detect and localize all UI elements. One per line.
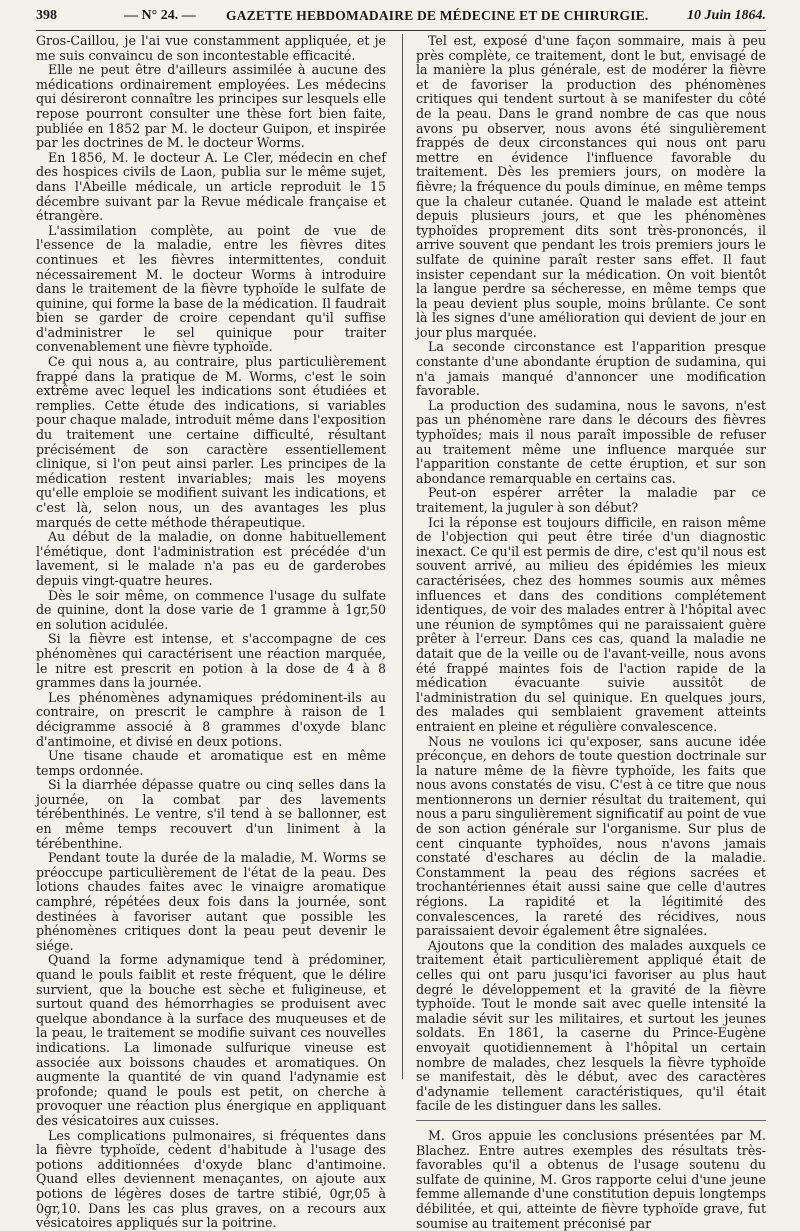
paragraph: Quand la forme adynamique tend à prédominer, quand le pouls faiblit et reste fréquent, que le délire survient, que la bouche est sèche et fuligineuse, et surtout quand des hémorrhagies se produisent avec quelque abondance à la surface des muqueuses et de la peau, le traitement se modifie suivant ces nouvelles indications. La limonade sulfurique vineuse est associée aux boissons chaudes et aromatiques. On augmente la quantité de vin quand l'adynamie est profonde; quand le pouls est petit, on cherche à provoquer une réaction plus énergique en appliquant des vésicatoires aux cuisses. [36,952,386,1128]
paragraph: M. Gros appuie les conclusions présentées par M. Blachez. Entre autres exemples des résultats très-favorables qu'il a obtenus de l'usage soutenu du sulfate de quinine, M. Gros rapporte celui d'une jeune femme allemande d'une constitution depuis longtemps débilitée, et qui, atteinte de fièvre typhoïde grave, fut soumise au traitement préconisé par [416,1127,766,1231]
issue-date: 10 Juin 1864. [687,8,766,23]
paragraph: La seconde circonstance est l'apparition presque constante d'une abondante éruption de sudamina, qui n'a jamais manqué d'annoncer une modification favorable. [416,339,766,399]
paragraph: Si la diarrhée dépasse quatre ou cinq selles dans la journée, on la combat par des lavements térébenthinés. Le ventre, s'il tend à se ballonner, est en même temps recouvert d'un liniment à la térébenthine. [36,777,386,851]
column-divider [402,34,403,1079]
paragraph: Une tisane chaude et aromatique est en même temps ordonnée. [36,748,386,778]
paragraph: L'assimilation complète, au point de vue de l'essence de la maladie, entre les fièvres dites continues et les fièvres intermittentes, conduit nécessairement M. le docteur Worms à introduire dans le traitement de la fièvre typhoïde le sulfate de quinine, qui forme la base de la médication. Il faudrait bien se garder de croire cependant qu'il suffise d'administrer le sel quinique pour traiter convenablement une fièvre typhoïde. [36,222,386,355]
issue-number: — N° 24. — [124,8,196,23]
paragraph: Ajoutons que la condition des malades auxquels ce traitement était particulièrement appliqué était de celles qui ont paru jusqu'ici favoriser au plus haut degré le développement et la gravité de la fièvre typhoïde. Tout le monde sait avec quelle intensité la maladie sévit sur les militaires, et surtout les jeunes soldats. En 1861, la caserne du Prince-Eugène envoyait quotidiennement à l'hôpital un certain nombre de malades, chez lesquels la fièvre typhoïde se manifestait, dès le début, avec des caractères d'adynamie tellement caractéristiques, qu'il était facile de les distinguer dans les salles. [416,937,766,1114]
page-header [36,6,766,30]
paragraph: Au début de la maladie, on donne habituellement l'émétique, dont l'administration est précédée d'un lavement, si le malade n'a pas eu de garderobes depuis vingt-quatre heures. [36,529,386,588]
journal-title: GAZETTE HEBDOMADAIRE DE MÉDECINE ET DE CHIRURGIE. [226,8,649,23]
paragraph: En 1856, M. le docteur A. Le Cler, médecin en chef des hospices civils de Laon, publia sur le même sujet, dans l'Abeille médicale, un article reproduit le 15 décembre suivant par la Revue médicale française et étrangère. [36,149,386,224]
left-column [36,33,386,1231]
paragraph: Peut-on espérer arrêter la maladie par ce traitement, la juguler à son début? [416,485,766,515]
paragraph: Gros-Caillou, je l'ai vue constamment appliquée, et je me suis convaincu de son incontestable efficacité. [36,33,386,63]
paragraph: Nous ne voulons ici qu'exposer, sans aucune idée préconçue, en dehors de toute question doctrinale sur la nature même de la fièvre typhoïde, les faits que nous avons constatés de visu. C'est à ce titre que nous mentionnerons un dernier résultat du traitement, qui nous a paru singulièrement significatif au point de vue de son action générale sur l'organisme. Sur plus de cent cinquante typhoïdes, nous n'avons jamais constaté d'eschares au déclin de la maladie. Constamment la peau des régions sacrées et trochantériennes était aussi saine que celle d'autres régions. La rapidité et la légitimité des convalescences, la rareté des récidives, nous paraissaient devoir également être signalées. [416,733,766,939]
paragraph: Ici la réponse est toujours difficile, en raison même de l'objection qui peut être tirée d'un diagnostic inexact. Ce qu'il est permis de dire, c'est qu'il nous est souvent arrivé, au milieu des épidémies les mieux caractérisées, chez des hommes soumis aux mêmes influences et dans des conditions complétement identiques, de voir des malades entrer à l'hôpital avec une réunion de symptômes qui ne paraissaient guère prêter à l'erreur. Dans ces cas, quand la maladie ne datait que de la veille ou de l'avant-veille, nous avons été frappé maintes fois de l'action rapide de la médication évacuante suivie aussitôt de l'administration du sel quinique. En quelques jours, des malades qui semblaient gravement atteints entraient en pleine et régulière convalescence. [416,514,766,734]
paragraph: La production des sudamina, nous le savons, n'est pas un phénomène rare dans le décours des fièvres typhoïdes; mais il nous paraît impossible de refuser au traitement même une influence marquée sur l'apparition constante de cette éruption, et sur son abondance remarquable en certains cas. [416,397,766,486]
paragraph: Les phénomènes adynamiques prédominent-ils au contraire, on prescrit le camphre à raison de 1 décigramme associé à 8 grammes d'oxyde blanc d'antimoine, et divisé en deux potions. [36,689,386,749]
paragraph: Si la fièvre est intense, et s'accompagne de ces phénomènes qui caractérisent une réaction marquée, le nitre est prescrit en potion à la dose de 4 à 8 grammes dans la journée. [36,631,386,691]
header-rule [36,30,766,31]
paragraph: Dès le soir même, on commence l'usage du sulfate de quinine, dont la dose varie de 1 gramme à 1gr,50 en solution acidulée. [36,587,386,632]
right-column [416,33,766,1231]
paragraph: Tel est, exposé d'une façon sommaire, mais à peu près complète, ce traitement, dont le but, envisagé de la manière la plus générale, est de modérer la fièvre et de favoriser la production des phénomènes critiques qui tendent surtout à se manifester du côté de la peau. Dans le grand nombre de cas que nous avons pu observer, nous avons été singulièrement frappés de deux circonstances qui nous ont paru mettre en évidence l'influence favorable du traitement. Dès les premiers jours, on modère la fièvre; la fréquence du pouls diminue, en même temps que la chaleur cutanée. Quand le malade est atteint depuis plusieurs jours, et que les phénomènes typhoïdes proprement dits sont très-prononcés, il arrive souvent que pendant les trois premiers jours le sulfate de quinine paraît rester sans effet. Il faut insister cependant sur la médication. On voit bientôt la langue perdre sa sécheresse, en même temps que la peau devient plus souple, moins brûlante. Ce sont là les signes d'une amélioration qui devient de jour en jour plus marquée. [416,33,766,340]
paragraph: Elle ne peut être d'ailleurs assimilée à aucune des médications ordinairement employées. Les médecins qui désireront connaître les principes sur lesquels elle repose pourront consulter une thèse fort bien faite, publiée en 1852 par M. le docteur Guipon, et inspirée par les doctrines de M. le docteur Worms. [36,62,386,151]
paragraph: Les complications pulmonaires, si fréquentes dans la fièvre typhoïde, cèdent d'habitude à l'usage des potions additionnées d'oxyde blanc d'antimoine. Quand elles deviennent menaçantes, on ajoute aux potions de légères doses de tartre stibié, 0gr,05 à 0gr,10. Dans les cas plus graves, on a recours aux vésicatoires appliqués sur la poitrine. [36,1127,386,1231]
section-separator [416,1120,766,1121]
paragraph: Ce qui nous a, au contraire, plus particulièrement frappé dans la pratique de M. Worms, c'est le soin extrême avec lequel les indications sont étudiées et remplies. Cette étude des indications, si variables pour chaque malade, introduit même dans l'exposition du traitement une certaine difficulté, résultant précisément de son caractère essentiellement clinique, si l'on peut ainsi parler. Les principes de la médication restent invariables; mais les moyens qu'elle emploie se modifient suivant les indications, et c'est là, selon nous, un des avantages les plus marqués de cette méthode thérapeutique. [36,354,386,530]
paragraph: Pendant toute la durée de la maladie, M. Worms se préoccupe particulièrement de l'état de la peau. Des lotions chaudes faites avec le vinaigre aromatique camphré, répétées deux fois dans la journée, sont destinées à favoriser autant que possible les phénomènes critiques dont la peau peut devenir le siége. [36,850,386,953]
page-number: 398 [36,8,57,23]
